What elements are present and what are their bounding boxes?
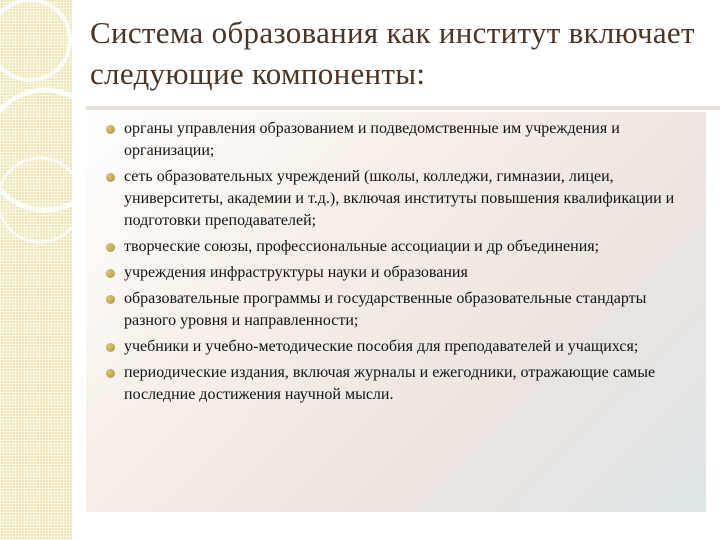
content-panel (86, 112, 706, 512)
title-divider (86, 106, 720, 110)
list-item (86, 262, 696, 284)
list-item (86, 236, 696, 258)
bullet-icon (106, 369, 115, 378)
list-item-text: периодические издания, включая журналы и ежегодники, отражающие самые последние достижения научной мысли. (124, 364, 656, 403)
list-item-text: образовательные программы и государственные образовательные стандарты разного уровня и направленности; (124, 290, 647, 329)
slide-title: Система образования как институт включает следующие компоненты: (90, 15, 695, 91)
list-item-text: учреждения инфраструктуры науки и образования (124, 264, 468, 281)
bullet-icon (106, 243, 115, 252)
bullet-icon (106, 343, 115, 352)
list-item (86, 336, 696, 358)
list-item-text: органы управления образованием и подведомственные им учреждения и организации; (124, 120, 620, 159)
list-item-text: творческие союзы, профессиональные ассоциации и др объединения; (124, 238, 600, 255)
list-item-text: учебники и учебно-методические пособия для преподавателей и учащихся; (124, 338, 639, 355)
component-list (86, 118, 696, 410)
bullet-icon (106, 269, 115, 278)
bullet-icon (106, 125, 115, 134)
bullet-icon (106, 295, 115, 304)
list-item (86, 288, 696, 332)
list-item-text: сеть образовательных учреждений (школы, колледжи, гимназии, лицеи, университеты, академии и т.д.), включая институты повышения квалификации и подготовки преподавателей; (124, 168, 675, 229)
bullet-icon (106, 173, 115, 182)
list-item (86, 362, 696, 406)
list-item (86, 118, 696, 162)
list-item (86, 166, 696, 232)
